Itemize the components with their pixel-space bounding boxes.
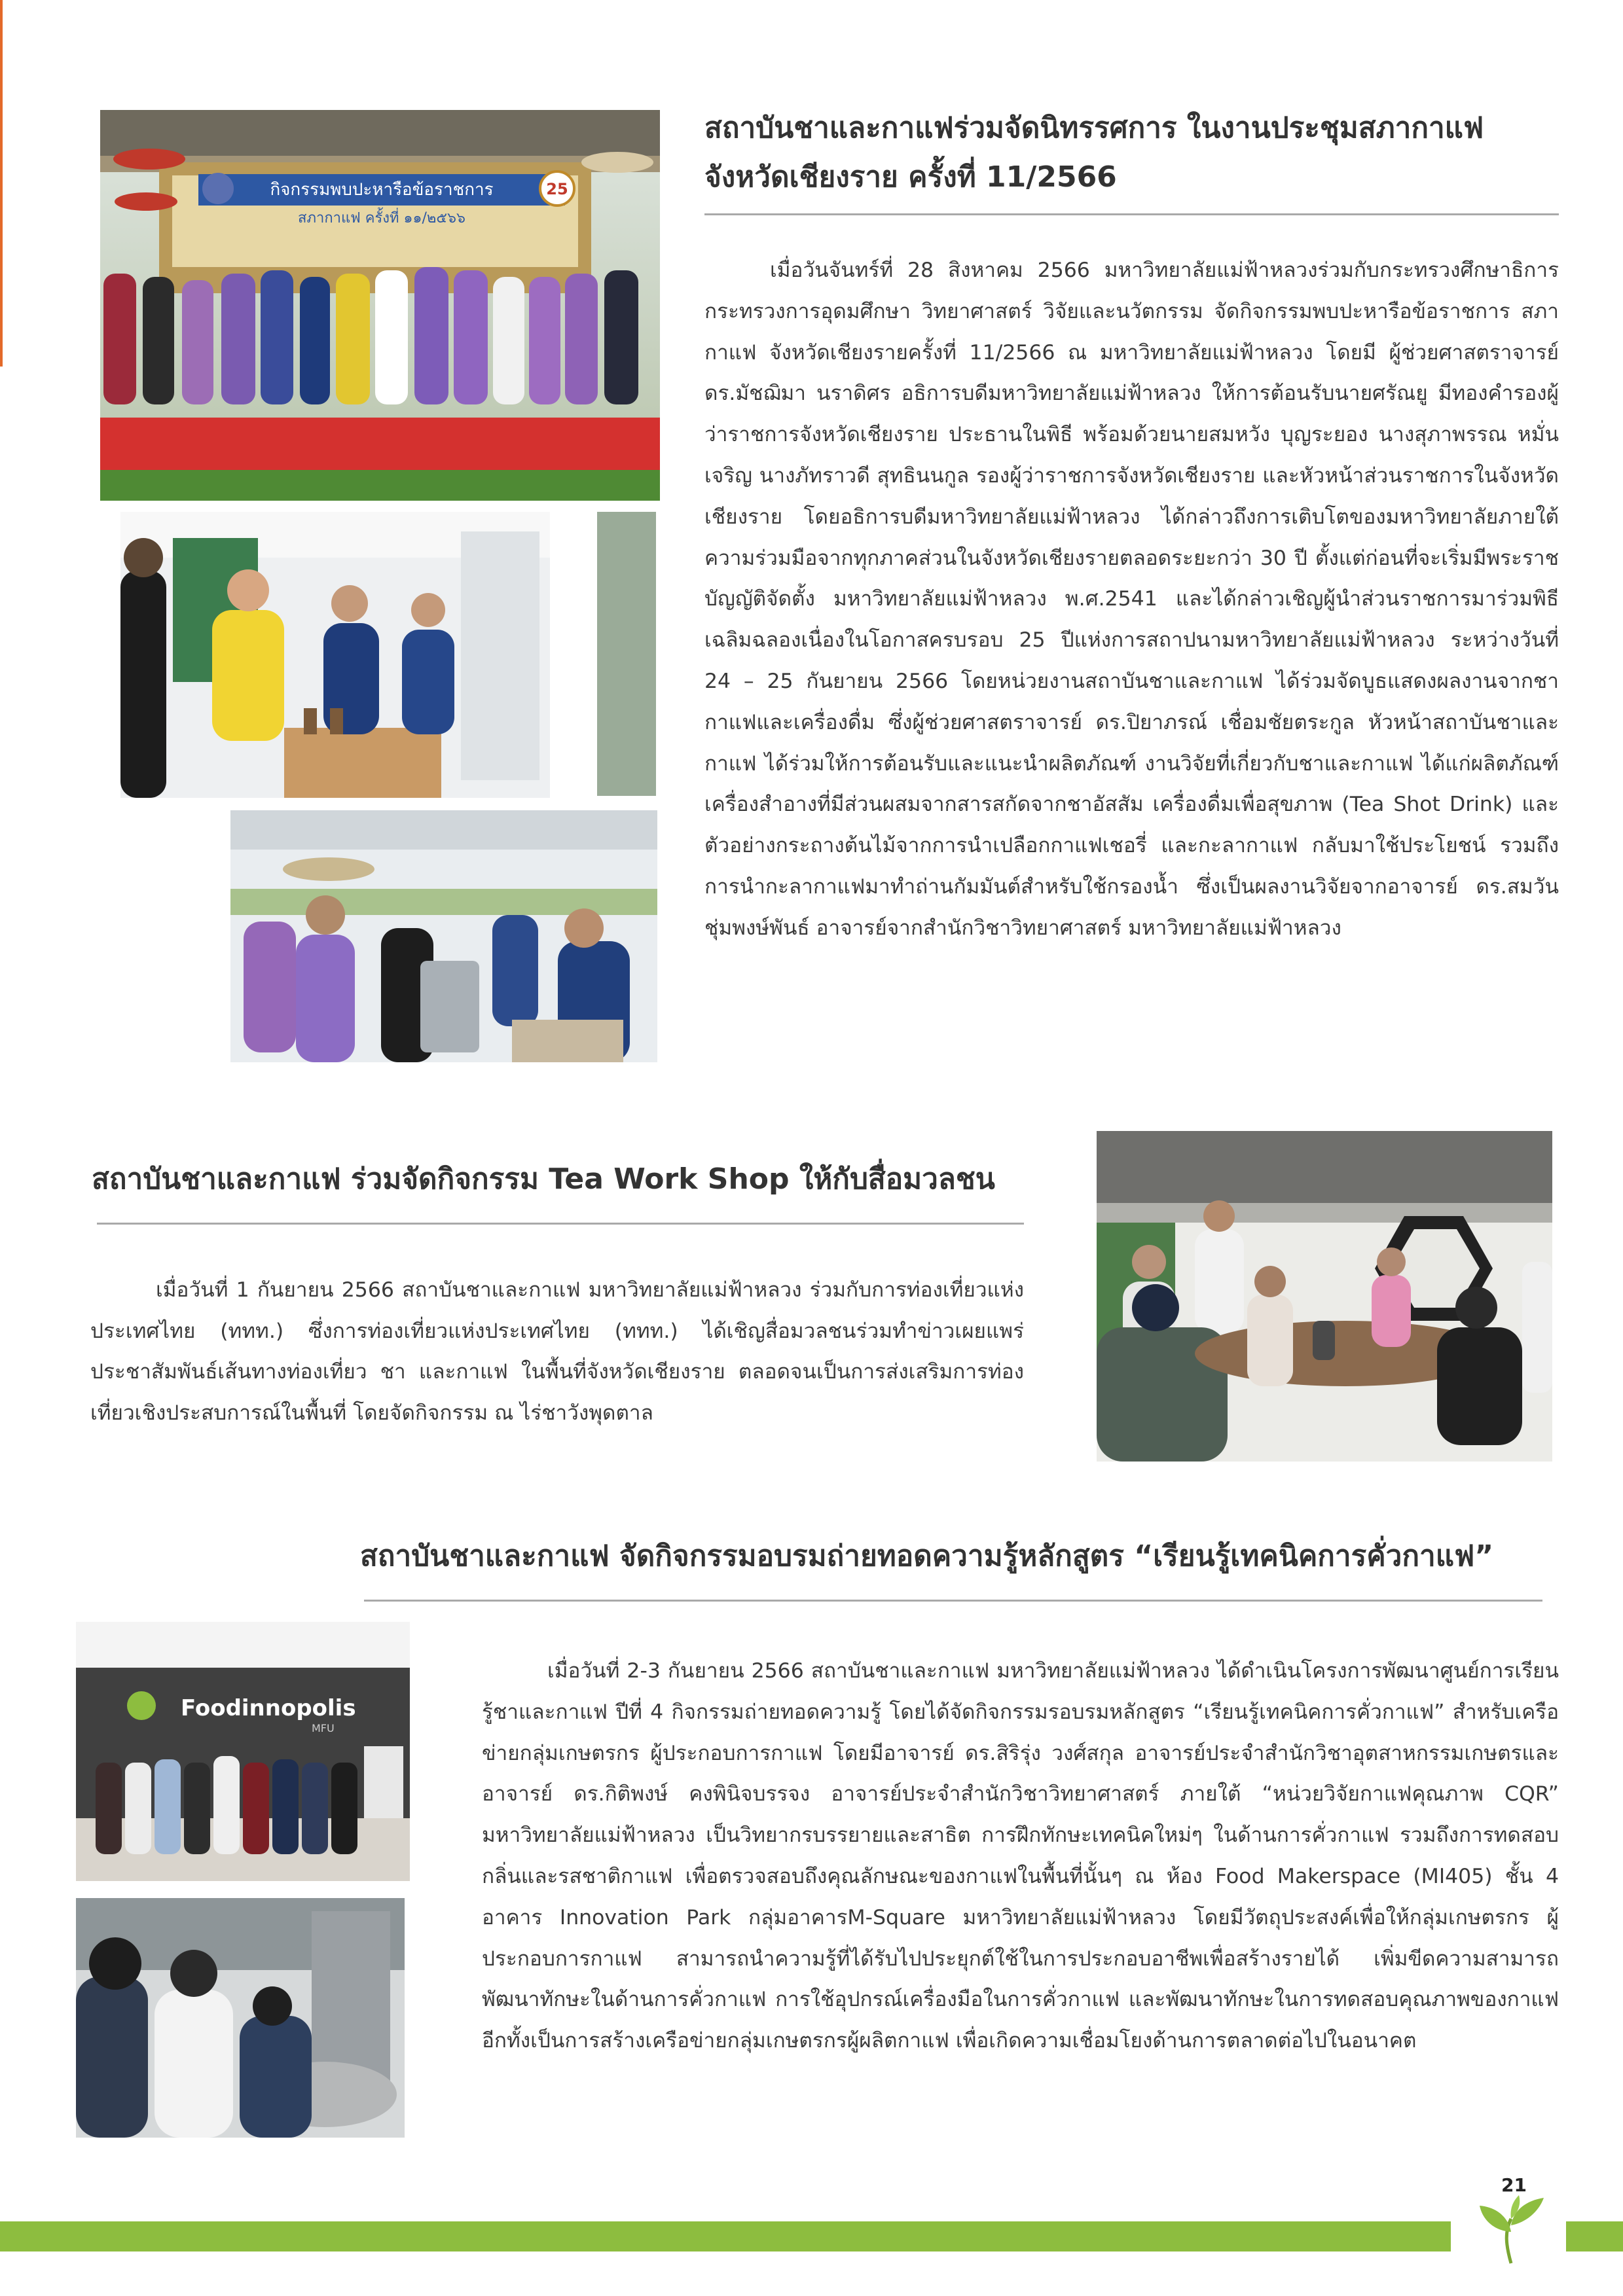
footer-bar-left: [0, 2221, 1451, 2251]
banner-title: กิจกรรมพบปะหารือข้อราชการ: [270, 180, 494, 200]
banner-badge: 25: [546, 180, 568, 198]
section1-body: เมื่อวันจันทร์ที่ 28 สิงหาคม 2566 มหาวิทยาลัยแม่ฟ้าหลวงร่วมกับกระทรวงศึกษาธิการ กระทรวงการอุดมศึกษา วิทยาศาสตร์ วิจัยและนวัตกรรม จัดกิจกรรมพบปะหารือข้อราชการ สภากาแฟ จังหวัดเชียงรายครั้งที่ 11/2566 ณ มหาวิทยาลัยแม่ฟ้าหลวง โดยมี ผู้ช่วยศาสตราจารย์ ดร.มัชฌิมา นราดิศร อธิการบดีมหาวิทยาลัยแม่ฟ้าหลวง ให้การต้อนรับนายศรัณยู มีทองคำรองผู้ว่าราชการจังหวัดเชียงราย ประธานในพิธี พร้อมด้วยนายสมหวัง บุญระยอง นางสุภาพรรณ หมั่นเจริญ นางภัทราวดี สุทธินนกูล รองผู้ว่าราชการจังหวัดเชียงราย และหัวหน้าส่วนราชการในจังหวัดเชียงราย โดยอธิการบดีมหาวิทยาลัยแม่ฟ้าหลวง ได้กล่าวถึงการเติบโตของมหาวิทยาลัยภายใต้ความร่วมมือจากทุกภาคส่วนในจังหวัดเชียงรายตลอดระยะกว่า 30 ปี ตั้งแต่ก่อนที่จะเริ่มมีพระราชบัญญัติจัดตั้ง มหาวิทยาลัยแม่ฟ้าหลวง พ.ศ.2541 และได้กล่าวเชิญผู้นำส่วนราชการมาร่วมพิธีเฉลิมฉลองเนื่องในโอกาสครบรอบ 25 ปีแห่งการสถาปนามหาวิทยาลัยแม่ฟ้าหลวง ระหว่างวันที่ 24 – 25 กันยายน 2566 โดยหน่วยงานสถาบันชาและกาแฟ ได้ร่วมจัดบูธแสดงผลงานจากชา กาแฟและเครื่องดื่ม ซึ่งผู้ช่วยศาสตราจารย์ ดร.ปิยาภรณ์ เชื่อมชัยตระกูล หัวหน้าสถาบันชาและกาแฟ ได้ร่วมให้การต้อนรับและแนะนำผลิตภัณฑ์ งานวิจัยที่เกี่ยวกับชาและกาแฟ ได้แก่ผลิตภัณฑ์เครื่องสำอางที่มีส่วนผสมจากสารสกัดจากชาอัสสัม เครื่องดื่มเพื่อสุขภาพ (Tea Shot Drink) และตัวอย่างกระถางต้นไม้จากการนำเปลือกกาแฟเชอรี่ และกะลากาแฟ กลับมาใช้ประโยชน์ รวมถึงการนำกะลากาแฟมาทำถ่านกัมมันต์สำหรับใช้กรองน้ำ ซึ่งเป็นผลงานวิจัยจากอาจารย์ ดร.สมวัน ชุ่มพงษ์พันธ์ อาจารย์จากสำนักวิชาวิทยาศาสตร์ มหาวิทยาลัยแม่ฟ้าหลวง: [704, 259, 1559, 940]
photo-tea-workshop: [1097, 1131, 1552, 1462]
photo-ceremony-group: [100, 110, 660, 501]
photo-coffee-demo: [230, 810, 657, 1062]
leaf-icon: [1473, 2193, 1552, 2265]
photo-booth-visit-art: [120, 512, 550, 798]
edge-marker: [0, 0, 3, 367]
banner-subtitle: สภากาแฟ ครั้งที่ ๑๑/๒๕๖๖: [298, 210, 465, 226]
photo-coffee-roasting-art: [76, 1898, 405, 2138]
workshop-group-figures: [96, 1756, 357, 1854]
photo-booth-visit: [120, 512, 550, 798]
photo-coffee-roasting: [76, 1898, 405, 2138]
photo-coffee-demo-art: [230, 810, 657, 1062]
section1-title-line2: จังหวัดเชียงราย ครั้งที่ 11/2566: [704, 160, 1117, 194]
section3-rule: [364, 1600, 1542, 1602]
accent-panel: [597, 512, 656, 796]
photo-ceremony-group-art: [100, 110, 660, 501]
section1-title-line1: สถาบันชาและกาแฟร่วมจัดนิทรรศการ ในงานประชุมสภากาแฟ: [704, 111, 1484, 145]
sign-mfu: MFU: [312, 1722, 335, 1734]
section2-title: สถาบันชาและกาแฟ ร่วมจัดกิจกรรม Tea Work Shop ให้กับสื่อมวลชน: [92, 1162, 995, 1196]
section2-body: เมื่อวันที่ 1 กันยายน 2566 สถาบันชาและกาแฟ มหาวิทยาลัยแม่ฟ้าหลวง ร่วมกับการท่องเที่ยวแห่งประเทศไทย (ททท.) ซึ่งการท่องเที่ยวแห่งประเทศไทย (ททท.) ได้เชิญสื่อมวลชนร่วมทำข่าวเผยแพร่ประชาสัมพันธ์เส้นทางท่องเที่ยว ชา และกาแฟ ในพื้นที่จังหวัดเชียงราย ตลอดจนเป็นการส่งเสริมการท่องเที่ยวเชิงประสบการณ์ในพื้นที่ โดยจัดกิจกรรม ณ ไร่ชาวังพุดตาล: [90, 1278, 1024, 1425]
section3-body: เมื่อวันที่ 2-3 กันยายน 2566 สถาบันชาและกาแฟ มหาวิทยาลัยแม่ฟ้าหลวง ได้ดำเนินโครงการพัฒนาศูนย์การเรียนรู้ชาและกาแฟ ปีที่ 4 กิจกรรมถ่ายทอดความรู้ โดยได้จัดกิจกรรมรอบรมหลักสูตร “เรียนรู้เทคนิคการคั่วกาแฟ” สำหรับเครือข่ายกลุ่มเกษตรกร ผู้ประกอบการกาแฟ โดยมีอาจารย์ ดร.สิริรุ่ง วงศ์สกุล อาจารย์ประจำสำนักวิชาอุตสาหกรรมเกษตรและอาจารย์ ดร.กิติพงษ์ คงพินิจบรรจง อาจารย์ประจำสำนักวิชาวิทยาศาสตร์ ภายใต้ “หน่วยวิจัยกาแฟคุณภาพ CQR” มหาวิทยาลัยแม่ฟ้าหลวง เป็นวิทยากรบรรยายและสาธิต การฝึกทักษะเทคนิคใหม่ๆ ในด้านการคั่วกาแฟ รวมถึงการทดสอบกลิ่นและรสชาติกาแฟ เพื่อตรวจสอบถึงคุณลักษณะของกาแฟในพื้นที่นั้นๆ ณ ห้อง Food Makerspace (MI405) ชั้น 4 อาคาร Innovation Park กลุ่มอาคารM-Square มหาวิทยาลัยแม่ฟ้าหลวง โดยมีวัตถุประสงค์เพื่อให้กลุ่มเกษตรกร ผู้ประกอบการกาแฟ สามารถนำความรู้ที่ได้รับไปประยุกต์ใช้ในการประกอบอาชีพเพื่อสร้างรายได้ เพิ่มขีดความสามารถพัฒนาทักษะในด้านการคั่วกาแฟ การใช้อุปกรณ์เครื่องมือในการคั่วกาแฟ และพัฒนาทักษะในการทดสอบคุณภาพของกาแฟอีกทั้งเป็นการสร้างเครือข่ายกลุ่มเกษตรกรผู้ผลิตกาแฟ เพื่อเกิดความเชื่อมโยงด้านการตลาดต่อไปในอนาคต: [482, 1659, 1559, 2053]
footer-bar-right: [1566, 2221, 1623, 2251]
photo-tea-workshop-art: [1097, 1131, 1552, 1462]
section2-rule: [97, 1223, 1024, 1225]
photo-foodinnopolis-group: [76, 1622, 410, 1881]
section1-rule: [704, 213, 1559, 215]
photo-foodinnopolis-group-art: [76, 1622, 410, 1881]
section3-title: สถาบันชาและกาแฟ จัดกิจกรรมอบรมถ่ายทอดความรู้หลักสูตร “เรียนรู้เทคนิคการคั่วกาแฟ”: [360, 1539, 1494, 1573]
page-number: 21: [1501, 2174, 1527, 2196]
sign-foodinnopolis: Foodinnopolis: [181, 1695, 356, 1721]
